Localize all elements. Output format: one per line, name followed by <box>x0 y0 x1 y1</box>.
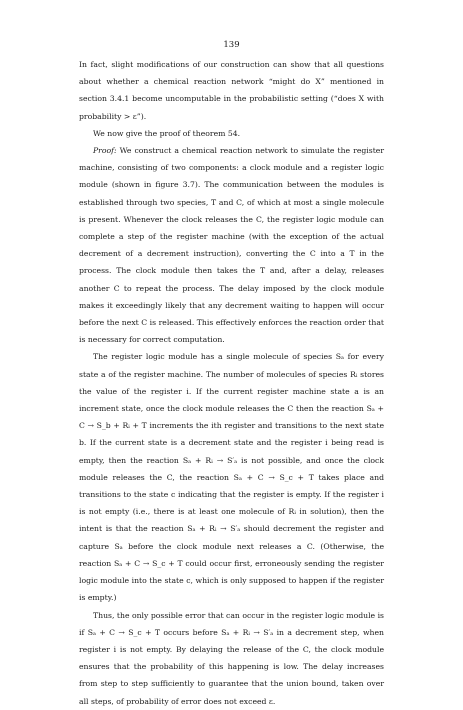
body-text <box>79 56 384 710</box>
proof-text: We construct a chemical reaction network to simulate the register machine, consisting of two components: a clock module and a register logic module (shown in figure 3.7). The communication between the modules is established through two species, T and C, of which at most a single molecule is present. Whenever the clock releases the C, the register logic module can complete a step of the register machine (with the exception of the actual decrement of a decrement instruction), converting the C into a T in the process. The clock module then takes the T and, after a delay, releases another C to repeat the process. The delay imposed by the clock module makes it exceedingly likely that any decrement waiting to happen will occur before the next C is released. This effectively enforces the reaction order that is necessary for correct computation. <box>79 146 385 345</box>
paragraph-error: Thus, the only possible error that can occur in the register logic module is if Sₐ + C → S_c + T occurs before Sₐ + Rᵢ → S′ₐ in a decrement step, when register i is not empty. By delaying the release of the C, the clock module ensures that the probability of this happening is low. The delay increases from step to step sufficiently to guarantee that the union bound, taken over all steps, of probability of error does not exceed ε. <box>79 610 384 706</box>
paragraph-lead-in: We now give the proof of theorem 54. <box>93 128 241 138</box>
paragraph-proof <box>79 142 384 348</box>
proof-label: Proof: <box>93 146 117 156</box>
page-number: 139 <box>223 40 240 50</box>
paragraph-intro: In fact, slight modifications of our construction can show that all questions about whether a chemical reaction network “might do X” mentioned in section 3.4.1 become uncomputable in the probabilistic setting (“does X with probability > ε”). <box>79 60 384 121</box>
paragraph-register-logic: The register logic module has a single molecule of species Sₐ for every state a of the register machine. The number of molecules of species Rᵢ stores the value of the register i. If the current register machine state a is an increment state, once the clock module releases the C then the reaction Sₐ + C → S_b + Rᵢ + T increments the ith register and transitions to the next state b. If the current state is a decrement state and the register i being read is empty, then the reaction Sₐ + Rᵢ → S′ₐ is not possible, and once the clock module releases the C, the reaction Sₐ + C → S_c + T takes place and transitions to the state c indicating that the register is empty. If the register i is not empty (i.e., there is at least one molecule of Rᵢ in solution), then the intent is that the reaction Sₐ + Rᵢ → S′ₐ should decrement the register and capture Sₐ before the clock module next releases a C. (Otherwise, the reaction Sₐ + C → S_c + T could occur first, erroneously sending the register logic module into the state c, which is only supposed to happen if the register is empty.) <box>79 352 384 603</box>
